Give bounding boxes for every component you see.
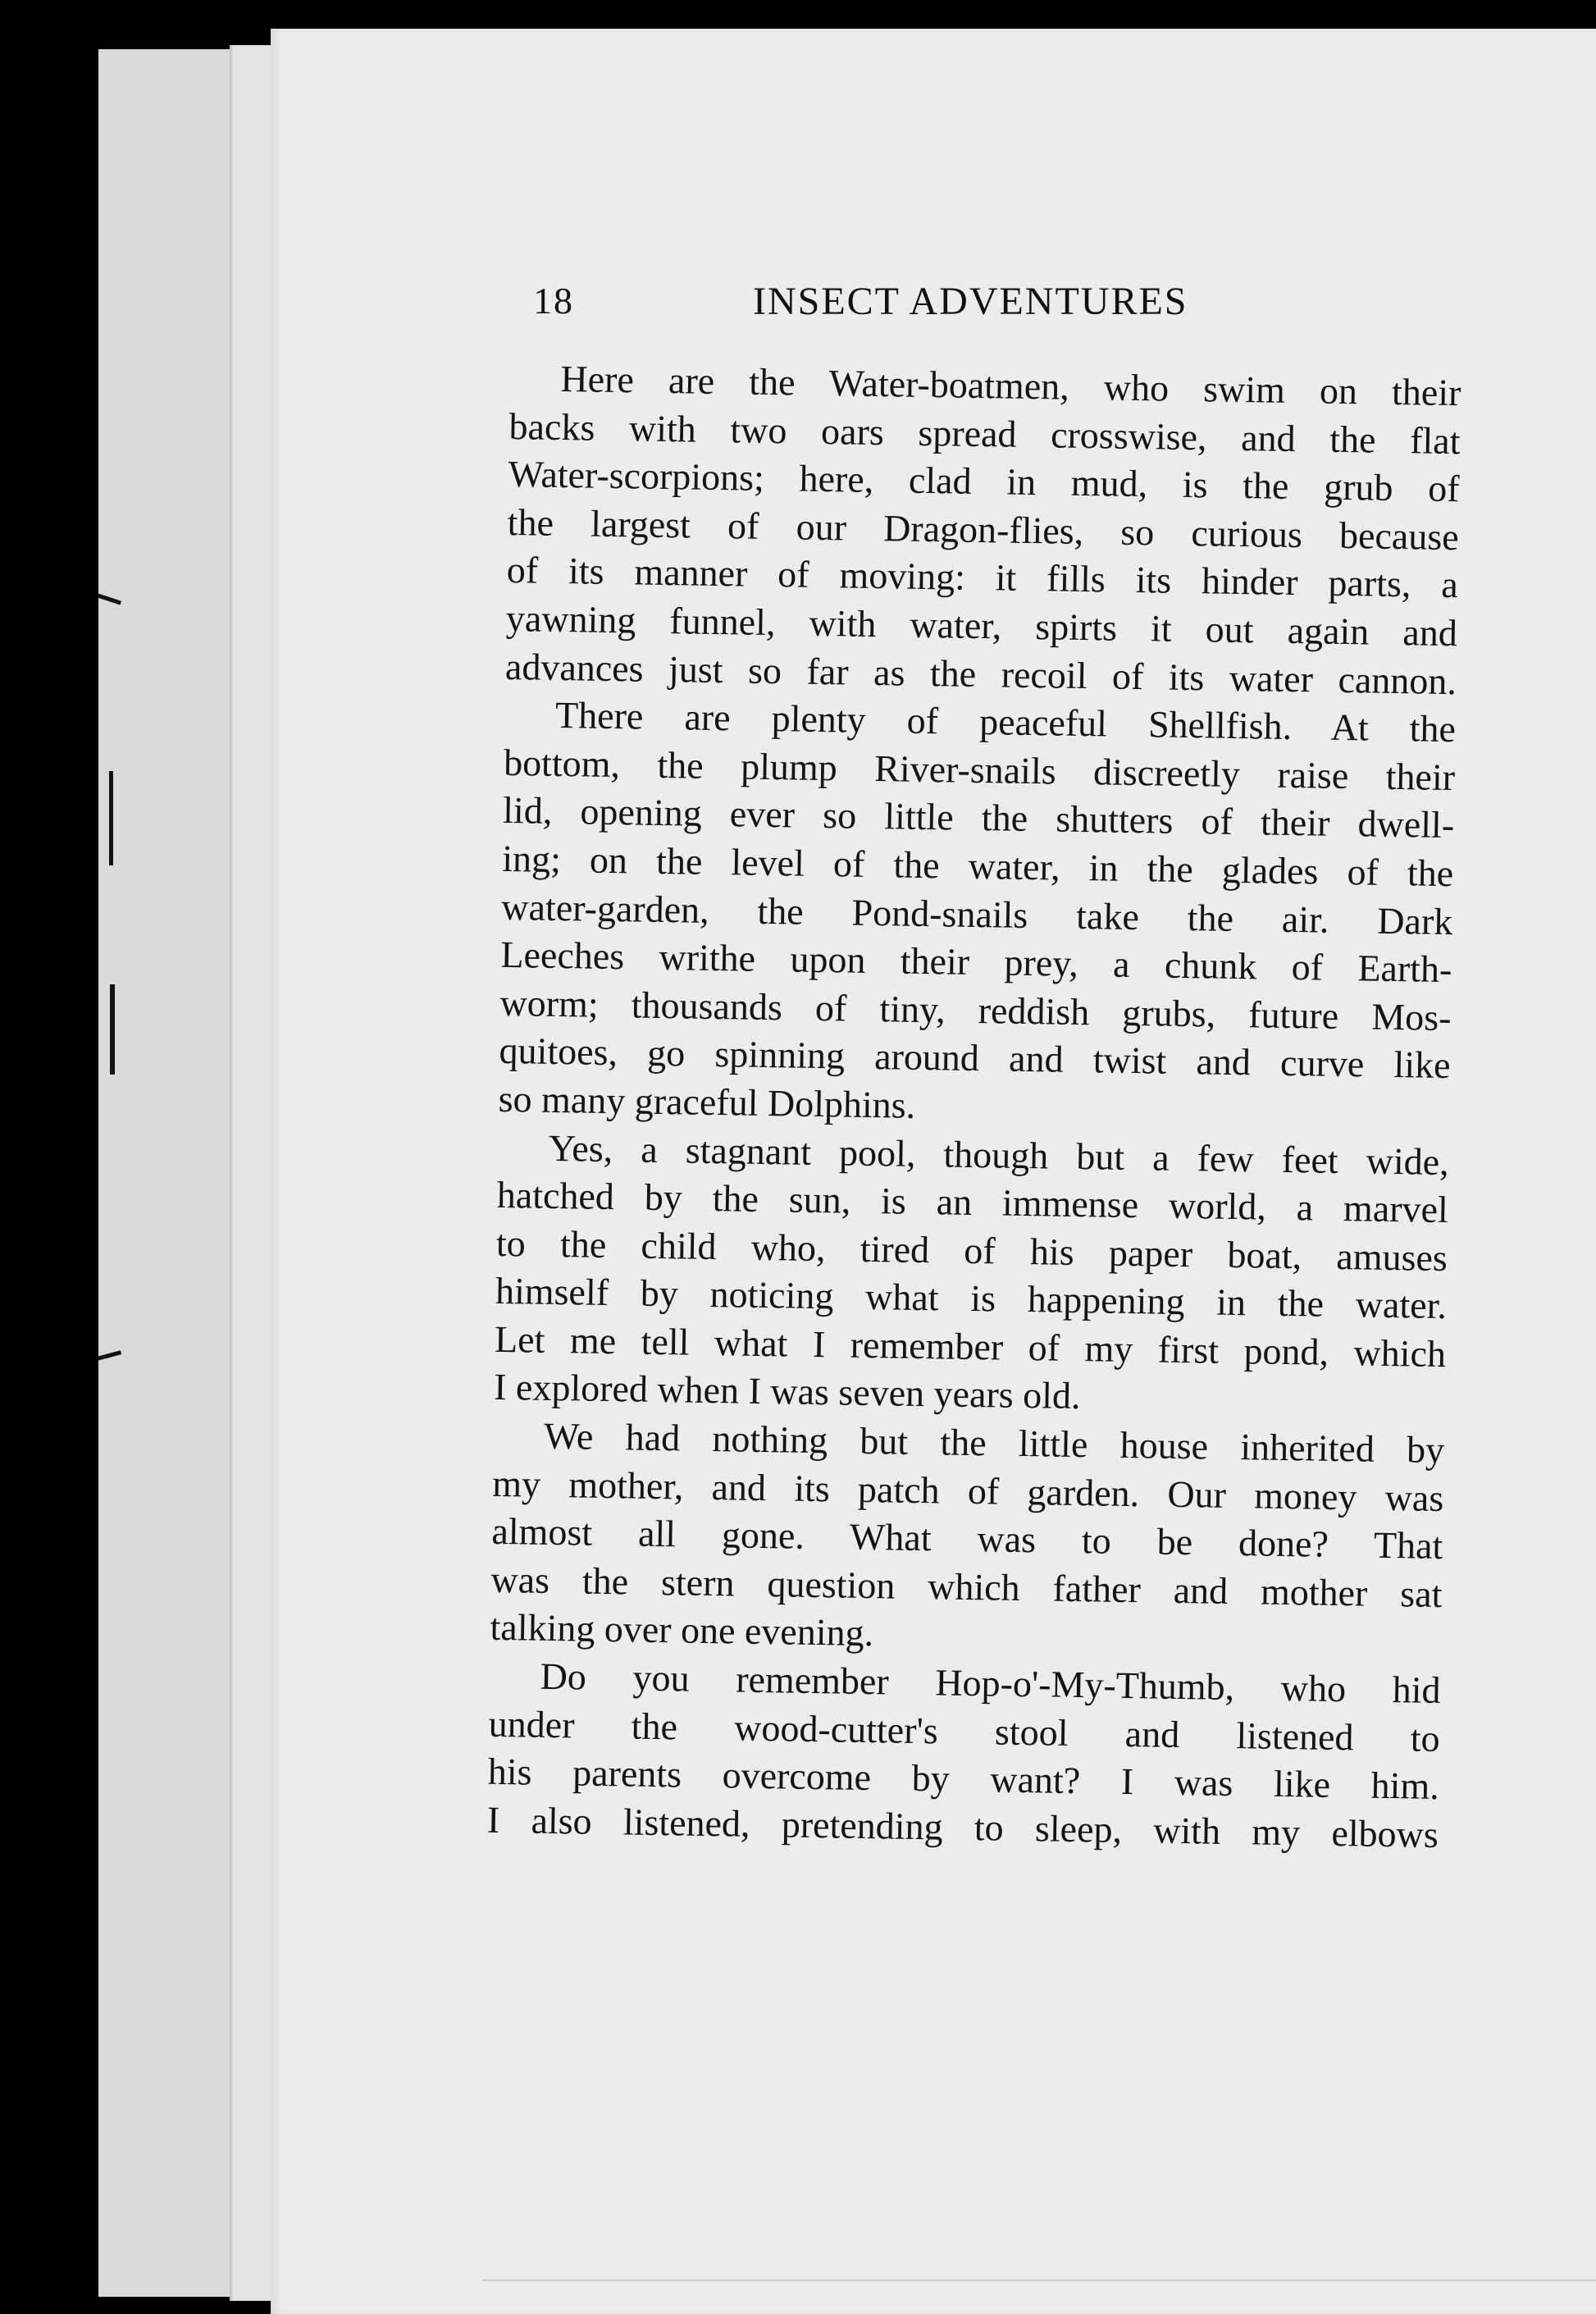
text-line: my mother, and its patch of garden. Our money was	[491, 1462, 1444, 1519]
text-line: his parents overcome by want? I was like him.	[487, 1750, 1440, 1808]
text-line: talking over one evening.	[490, 1606, 874, 1654]
text-line: to the child who, tired of his paper boat, amuses	[495, 1221, 1448, 1279]
text-line: himself by noticing what is happening in the water.	[495, 1270, 1448, 1327]
text-line: was the stern question which father and mother sat	[490, 1558, 1443, 1615]
text-line: quitoes, go spinning around and twist and curve like	[499, 1029, 1451, 1087]
text-line: I also listened, pretending to sleep, with my elbows	[486, 1798, 1439, 1855]
text-line: We had nothing but the little house inherited by	[543, 1414, 1445, 1472]
text-line: yawning funnel, with water, spirts it out again and	[505, 596, 1458, 655]
text-line: hatched by the sun, is an immense world, a marvel	[496, 1173, 1449, 1231]
text-line: the largest of our Dragon-flies, so curious because	[507, 500, 1460, 558]
text-line: Yes, a stagnant pool, though but a few feet wide,	[548, 1126, 1450, 1183]
page-rule	[482, 2280, 1596, 2281]
text-line: advances just so far as the recoil of its water cannon.	[504, 645, 1457, 702]
binding-mark	[109, 771, 113, 865]
text-line: water-garden, the Pond-snails take the air. Dark	[501, 885, 1453, 942]
binding-mark	[110, 984, 115, 1075]
text-line: of its manner of moving: it fills its hinder parts, a	[506, 549, 1459, 606]
text-line: Water-scorpions; here, clad in mud, is the grub of	[508, 453, 1460, 510]
text-line: Let me tell what I remember of my first pond, which	[494, 1317, 1447, 1375]
text-line: bottom, the plump River-snails discreetly raise their	[503, 741, 1456, 798]
text-line: Do you remember Hop-o'-My-Thumb, who hid	[540, 1654, 1441, 1712]
text-line: Here are the Water-boatmen, who swim on their	[560, 357, 1461, 414]
text-line: I explored when I was seven years old.	[493, 1366, 1081, 1417]
running-head	[533, 279, 1271, 336]
text-line: almost all gone. What was to be done? That	[491, 1510, 1443, 1568]
page-number: 18	[533, 280, 574, 322]
text-line: under the wood-cutter's stool and listened to	[488, 1702, 1441, 1759]
text-line: backs with two oars spread crosswise, and the flat	[508, 404, 1461, 462]
book-title: INSECT ADVENTURES	[753, 280, 1188, 323]
text-line: worm; thousands of tiny, reddish grubs, future Mos-	[499, 981, 1452, 1038]
text-line: There are plenty of peaceful Shellfish. At the	[554, 694, 1457, 751]
text-line: Leeches writhe upon their prey, a chunk of Earth-	[500, 933, 1452, 991]
text-line: ing; on the level of the water, in the glades of the	[501, 837, 1454, 895]
body-text	[486, 354, 1461, 1859]
text-line: lid, opening ever so little the shutters of their dwell-	[502, 789, 1455, 847]
text-line: so many graceful Dolphins.	[498, 1077, 916, 1126]
